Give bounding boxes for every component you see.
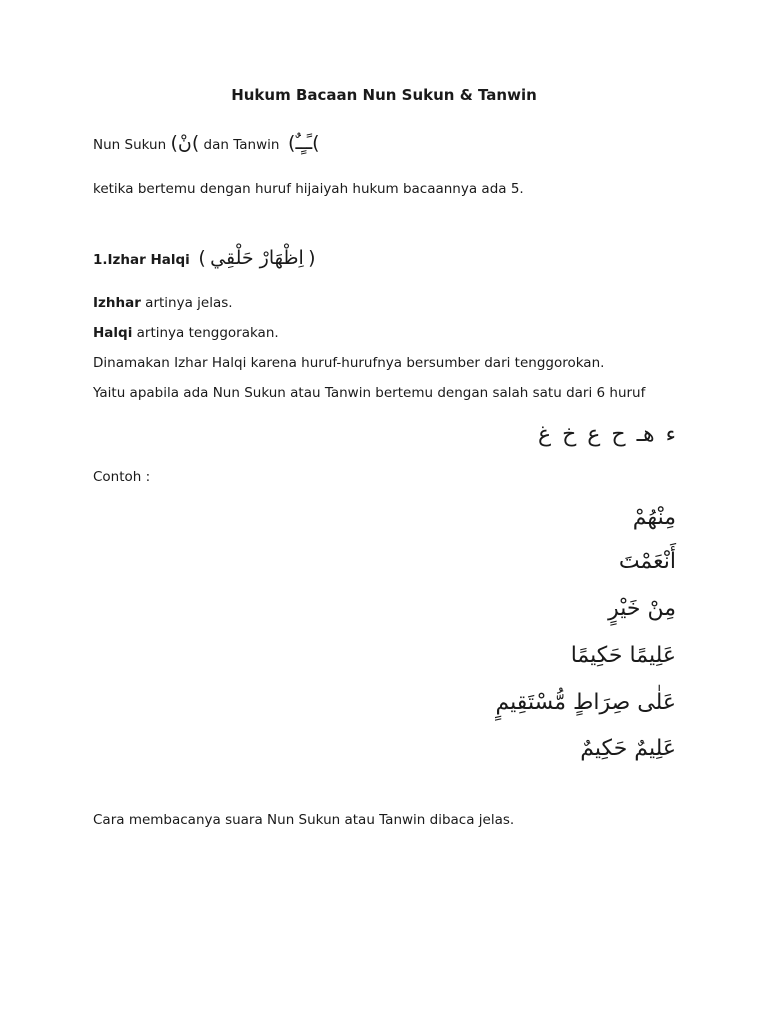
example-2: أَنْعَمْتَ: [618, 549, 676, 574]
halqi-definition: [93, 325, 279, 341]
example-4: عَلِيمًا حَكِيمًا: [570, 643, 676, 668]
closing-sentence: Cara membacanya suara Nun Sukun atau Tanwin dibaca jelas.: [93, 812, 515, 828]
tanwin-arabic: ـًـٍـٌ: [295, 132, 313, 154]
nun-paren-close: (: [191, 132, 200, 154]
halqi-def: artinya tenggorakan.: [132, 325, 279, 341]
halqi-term: Halqi: [93, 325, 133, 341]
dan-tanwin-label: dan Tanwin: [203, 137, 280, 153]
example-1: مِنْهُمْ: [632, 505, 676, 530]
halqi-letters: ء هـ ح ع خ غ: [537, 422, 676, 447]
heading-paren-open: (: [198, 247, 206, 269]
izhhar-def: artinya jelas.: [140, 295, 233, 311]
nun-paren-open: (: [170, 132, 178, 154]
intro-line: [93, 132, 320, 154]
section-heading: [93, 247, 316, 269]
izhhar-term: Izhhar: [93, 295, 141, 311]
condition-sentence: Yaitu apabila ada Nun Sukun atau Tanwin bertemu dengan salah satu dari 6 huruf: [93, 385, 646, 401]
tanwin-paren-open: (: [288, 132, 296, 154]
heading-paren-close: ): [308, 247, 316, 269]
page-title: Hukum Bacaan Nun Sukun & Tanwin: [231, 86, 537, 104]
nun-sukun-label: Nun Sukun: [93, 137, 167, 153]
tanwin-paren-close: (: [312, 132, 320, 154]
named-sentence: Dinamakan Izhar Halqi karena huruf-hurufnya bersumber dari tenggorokan.: [93, 355, 605, 371]
contoh-label: Contoh :: [93, 469, 151, 485]
example-3: مِنْ خَيْرٍ: [608, 596, 676, 621]
section-heading-text: 1.Izhar Halqi: [93, 252, 190, 268]
example-6: عَلِيمٌ حَكِيمٌ: [580, 736, 676, 761]
example-5: عَلٰى صِرَاطٍ مُّسْتَقِيمٍ: [495, 690, 676, 715]
nun-sukun-arabic: نْ: [177, 132, 192, 154]
izhhar-definition: [93, 295, 233, 311]
intro-sentence: ketika bertemu dengan huruf hijaiyah hukum bacaannya ada 5.: [93, 181, 524, 197]
heading-arabic: اِظْهَارْ حَلْقِي: [210, 247, 304, 269]
